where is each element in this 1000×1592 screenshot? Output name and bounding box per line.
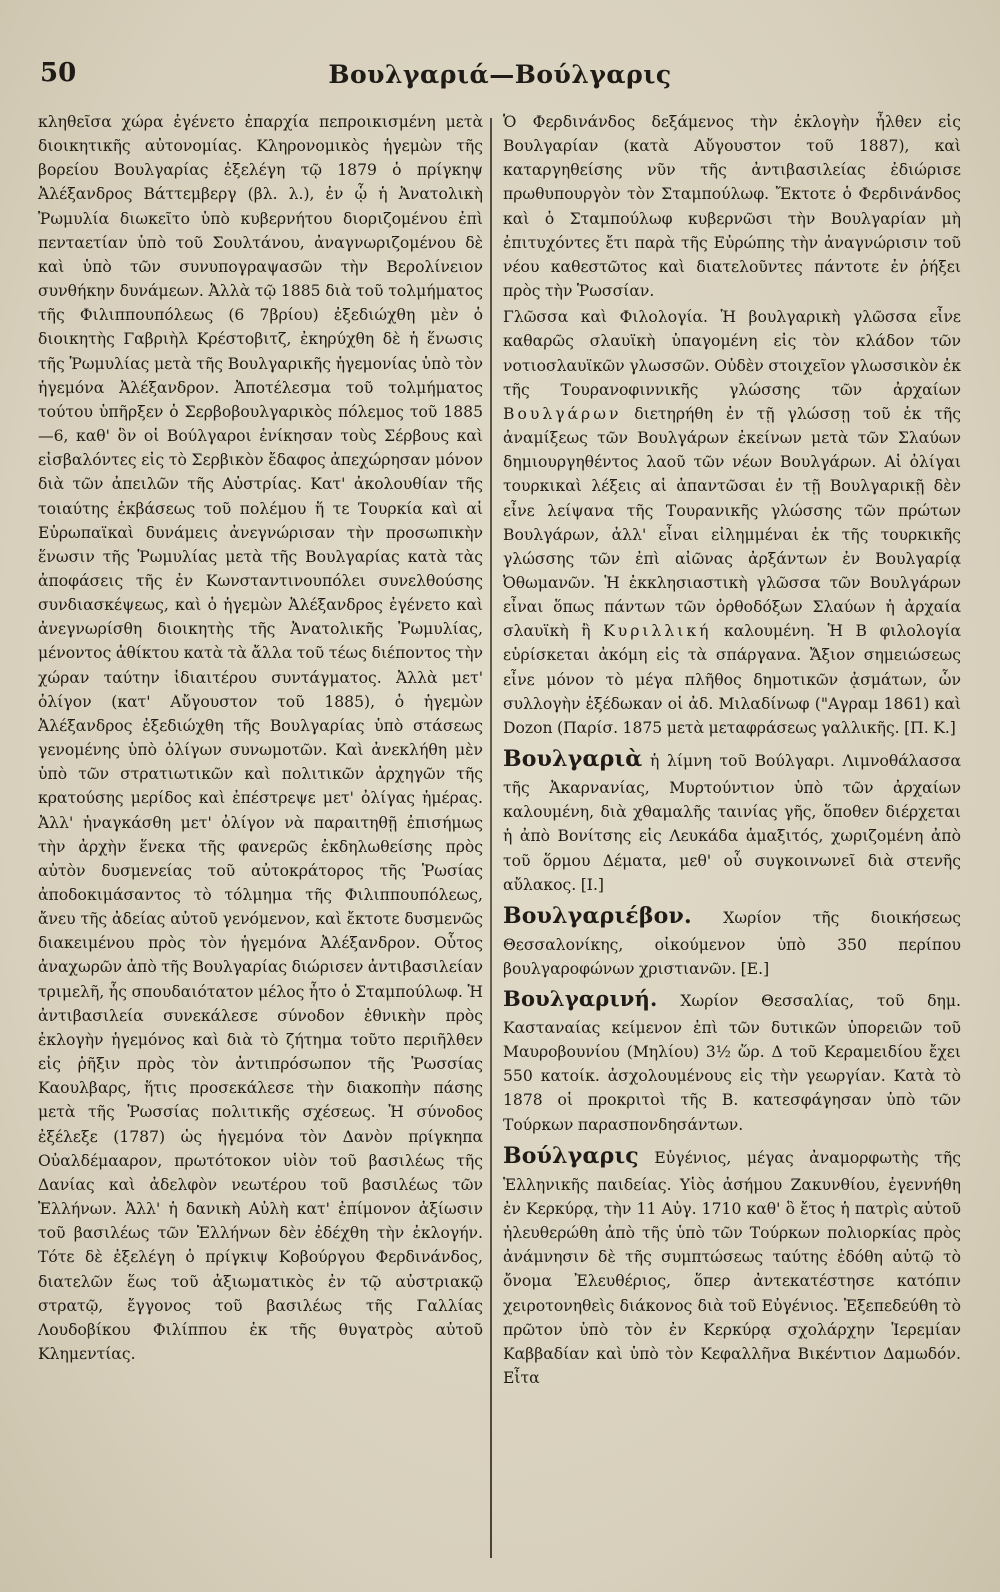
entry-headword: Βουλγαρινή. — [503, 986, 658, 1012]
entry-body: Εὐγένιος, μέγας ἀναμορφωτὴς τῆς Ἑλληνικῆς παιδείας. Υἱὸς ἀσήμου Ζακυνθίου, ἐγεννήθη ἐν Κερκύρᾳ, τὴν 11 Αὐγ. 1710 καθ' ὃ ἔτος ἡ πατρὶς αὐτοῦ ἠλευθερώθη ἀπὸ τῆς ὑπὸ τῶν Τούρκων πολιορκίας πρὸς ἀνάμνησιν δὲ τῆς συμπτώσεως ταύτης ἐδόθη αὐτῷ τὸ ὄνομα Ἐλευθέριος, ὅπερ ἀντεκατέστησε κατόπιν χειροτονηθεὶς διάκονος διὰ τοῦ Εὐγένιος. Ἐξεπεδεύθη τὸ πρῶτον ὑπὸ τὸν ἐν Κερκύρᾳ σχολάρχην Ἱερεμίαν Καββαδίαν καὶ ὑπὸ τὸν Κεφαλλῆνα Βικέντιον Δαμωδόν. Εἶτα — [503, 1148, 961, 1388]
spaced-word-voulgaron: Βουλγάρων — [503, 404, 622, 423]
entry-voulgarini — [503, 983, 961, 1136]
entry-headword: Βουλγαριὰ — [503, 746, 643, 773]
entry-body: Χωρίον τῆς διοικήσεως Θεσσαλονίκης, οἰκούμενον ὑπὸ 350 περίπου βουλγαροφώνων χριστιανῶν. [Ε.] — [503, 908, 961, 979]
column-divider — [490, 118, 492, 1558]
entry-body: ἡ λίμνη τοῦ Βούλγαρι. Λιμνοθάλασσα τῆς Ἀκαρνανίας, Μυρτούντιον ὑπὸ τῶν ἀρχαίων καλουμένη, διὰ χθαμαλῆς ταινίας γῆς, ὅποθεν διέρχεται ἡ ἀπὸ Βονίτσης εἰς Λευκάδα ἁμαξιτός, χωριζομένη ἀπὸ τοῦ ὅρμου Δέματα, μεθ' οὗ συγκοινωνεῖ διὰ στενῆς αὔλακος. [Ι.] — [503, 752, 961, 894]
entry-headword: Βούλγαρις — [503, 1142, 639, 1169]
entry-body: Χωρίον Θεσσαλίας, τοῦ δημ. Κασταναίας κείμενον ἐπὶ τῶν δυτικῶν ὑπορειῶν τοῦ Μαυροβουνίου (Μηλίου) 3½ ὥρ. Δ τοῦ Κεραμειδίου ἔχει 550 κατοίκ. ἀσχολουμένους εἰς τὴν γεωργίαν. Κατὰ τὸ 1878 οἱ προκριτοὶ τῆς Β. κατεσφάγησαν ὑπὸ τῶν Τούρκων παρασπονδησάντων. — [503, 992, 961, 1134]
right-paragraph-language — [503, 305, 961, 740]
entry-headword: Βουλγαριέβον. — [503, 902, 692, 929]
spaced-word-kyrilliki: Κυριλλική — [603, 622, 712, 641]
left-column — [38, 110, 483, 1366]
left-paragraph: κληθεῖσα χώρα ἐγένετο ἐπαρχία πεπροικισμένη μετὰ διοικητικῆς αὐτονομίας. Κληρονομικὸς ἡγεμὼν τῆς βορείου Βουλγαρίας ἐξελέγη τῷ 1879 ὁ πρίγκηψ Ἀλέξανδρος Βάττεμβεργ (βλ. λ.), ἐν ᾧ ἡ Ἀνατολικὴ Ῥωμυλία διωκεῖτο ὑπὸ κυβερνήτου διοριζομένου ἐπὶ πενταετίαν ὑπὸ τοῦ Σουλτάνου, ἀναγνωριζομένου δὲ καὶ ὑπὸ τῶν συνυπογραψασῶν τὴν Βερολίνειον συνθήκην δυνάμεων. Ἀλλὰ τῷ 1885 διὰ τοῦ τολμήματος τῆς Φιλιππουπόλεως (6 7βρίου) ἐξεδιώχθη μὲν ὁ διοικητὴς Γαβριὴλ Κρέστοβιτζ, ἐκηρύχθη δὲ ἡ ἕνωσις τῆς Ῥωμυλίας μετὰ τῆς Βουλγαρικῆς ἡγεμονίας ὑπὸ τὸν ἡγεμόνα Ἀλέξανδρον. Ἀποτέλεσμα τοῦ τολμήματος τούτου ὑπῆρξεν ὁ Σερβοβουλγαρικὸς πόλεμος τοῦ 1885—6, καθ' ὃν οἱ Βούλγαροι ἐνίκησαν τοὺς Σέρβους καὶ εἰσβαλόντες εἰς τὸ Σερβικὸν ἔδαφος ἀπεχώρησαν μόνον διὰ τῶν ἀπειλῶν τῆς Αὐστρίας. Κατ' ἀκολουθίαν τῆς τοιαύτης ἐκβάσεως τοῦ πολέμου ἥ τε Τουρκία καὶ αἱ Εὐρωπαϊκαὶ δυνάμεις ἀνεγνώρισαν τὴν προσωπικὴν ἕνωσιν τῆς Ῥωμυλίας μετὰ τῆς Βουλγαρίας κατὰ τὰς ἀποφάσεις τῆς ἐν Κωνσταντινουπόλει συνελθούσης συνδιασκέψεως, καὶ ὁ ἡγεμὼν Ἀλέξανδρος ἐγένετο καὶ ἀνεγνωρίσθη διοικητὴς τῆς Ἀνατολικῆς Ῥωμυλίας, μένοντος ἀθίκτου κατὰ τὰ ἄλλα τοῦ τέως διέποντος τὴν χώραν ταύτην ἰδιαιτέρου συντάγματος. Ἀλλὰ μετ' ὀλίγον (κατ' Αὔγουστον τοῦ 1885), ὁ ἡγεμὼν Ἀλέξανδρος ἐξεδιώχθη τῆς Βουλγαρίας ὑπὸ στάσεως γενομένης ὑπὸ ὀλίγων συνωμοτῶν. Καὶ ἀνεκλήθη μὲν ὑπὸ τῶν στρατιωτικῶν καὶ πολιτικῶν ἀρχηγῶν τῆς κρατούσης μερίδος καὶ ἐπέστρεψε μετ' ὀλίγας ἡμέρας. Ἀλλ' ἠναγκάσθη μετ' ὀλίγον νὰ παραιτηθῇ ἐπισήμως τὴν ἀρχὴν ἕνεκα τῆς φανερῶς ἐκδηλωθείσης πρὸς αὐτὸν δυσμενείας τοῦ αὐτοκράτορος τῆς Ῥωσίας ἀποδοκιμάσαντος τὸ τόλμημα τῆς Φιλιππουπόλεως, ἄνευ τῆς ἀδείας αὐτοῦ γενόμενον, καὶ ἔκτοτε δυσμενῶς διακειμένου πρὸς τὸν ἡγεμόνα Ἀλέξανδρον. Οὗτος ἀναχωρῶν ἀπὸ τῆς Βουλγαρίας διώρισεν ἀντιβασιλείαν τριμελῆ, ἧς σπουδαιότατον μέλος ἦτο ὁ Σταμπούλωφ. Ἡ ἀντιβασιλεία συνεκάλεσε σύνοδον ἐθνικὴν πρὸς ἐκλογὴν ἡγεμόνος καὶ διὰ τὸ ζήτημα τοῦτο περιῆλθεν εἰς ῥῆξιν πρὸς τὸν ἀντιπρόσωπον τῆς Ῥωσσίας Καουλβαρς, ἥτις προσεκάλεσε τὴν διακοπὴν πάσης μετὰ τῆς Ῥωσσίας πολιτικῆς σχέσεως. Ἡ σύνοδος ἐξέλεξε (1787) ὡς ἡγεμόνα τὸν Δανὸν πρίγκηπα Οὐαλδέμααρον, πρωτότοκον υἱὸν τοῦ βασιλέως τῆς Δανίας καὶ ἀδελφὸν νεωτέρου τοῦ βασιλέως τῶν Ἑλλήνων. Ἀλλ' ἡ δανικὴ Αὐλὴ κατ' ἐπίμονον ἀξίωσιν τοῦ βασιλέως τῶν Ἑλλήνων δὲν ἐδέχθη τὴν ἐκλογήν. Τότε δὲ ἐξελέγη ὁ πρίγκιψ Κοβούργου Φερδινάνδος, διατελῶν ἕως τοῦ ἀξιωματικὸς ἐν τῷ αὐστριακῷ στρατῷ, ἔγγονος τοῦ βασιλέως τῆς Γαλλίας Λουδοβίκου Φιλίππου ἐκ τῆς θυγατρὸς αὐτοῦ Κλημεντίας. — [38, 113, 483, 1363]
entry-voulgaris — [503, 1139, 961, 1391]
entry-voulgarievon — [503, 899, 961, 981]
running-title: Βουλγαριά—Βούλγαρις — [328, 60, 672, 89]
page-number: 50 — [40, 58, 77, 88]
entry-voulgaria — [503, 742, 961, 897]
section-lead: Γλῶσσα καὶ Φιλολογία. — [503, 308, 709, 327]
right-paragraph-ferdinand: Ὁ Φερδινάνδος δεξάμενος τὴν ἐκλογὴν ἦλθεν εἰς Βουλγαρίαν (κατὰ Αὔγουστον τοῦ 1887), καὶ καταργηθείσης νῦν τῆς ἀντιβασιλείας ἐδιώρισε πρωθυπουργὸν τὸν Σταμπούλωφ. Ἔκτοτε ὁ Φερδινάνδος καὶ ὁ Σταμπούλωφ κυβερνῶσι τὴν Βουλγαρίαν μὴ ἐπιτυχόντες ἔτι παρὰ τῆς Εὐρώπης τὴν ἀναγνώρισιν τοῦ νέου καθεστῶτος καὶ διατελοῦντες πάντοτε ἐν ῥήξει πρὸς τὴν Ῥωσσίαν. — [503, 113, 961, 301]
language-text-a: Ἡ βουλγαρικὴ γλῶσσα εἶνε καθαρῶς σλαυϊκὴ ὑπαγομένη εἰς τὸν κλάδον τῶν νοτιοσλαυϊκῶν γλωσσῶν. Οὐδὲν στοιχεῖον γλωσσικὸν ἐκ τῆς Τουρανοφιννικῆς γλώσσης τῶν ἀρχαίων — [503, 308, 961, 399]
right-column — [503, 110, 961, 1390]
language-text-b: διετηρήθη ἐν τῇ γλώσσῃ τοῦ ἐκ τῆς ἀναμίξεως τῶν Βουλγάρων ἐκείνων μετὰ τῶν Σλαύων δημιουργηθέντος λαοῦ τῶν νέων Βουλγάρων. Αἱ ὀλίγαι τουρκικαὶ λέξεις αἱ ἀπαντῶσαι ἐν τῇ Βουλγαρικῇ δὲν εἶνε λείψανα τῆς Τουρανικῆς γλώσσης τῶν πρώτων Βουλγάρων, ἀλλ' εἶναι εἰλημμέναι ἐκ τῆς τουρκικῆς γλώσσης τῶν ἐπὶ αἰῶνας ἀρξάντων ἐν Βουλγαρίᾳ Ὀθωμανῶν. Ἡ ἐκκλησιαστικὴ γλῶσσα τῶν Βουλγάρων εἶναι ὅπως πάντων τῶν ὀρθοδόξων Σλαύων ἡ ἀρχαία σλαυϊκὴ ἢ — [503, 404, 961, 641]
page-header — [40, 58, 960, 98]
language-text-c: καλουμένη. Ἡ Β φιλολογία εὑρίσκεται ἀκόμη εἰς τὰ σπάργανα. Ἄξιον σημειώσεως εἶνε μόνον τὸ μέγα πλῆθος δημοτικῶν ᾀσμάτων, ὧν συλλογὴν ἐξέδωκαν οἱ ἀδ. Μιλαδίνωφ ("Αγραμ 1861) καὶ Dozon (Παρίσ. 1875 μετὰ μεταφράσεως γαλλικῆς. [Π. Κ.] — [503, 622, 961, 737]
